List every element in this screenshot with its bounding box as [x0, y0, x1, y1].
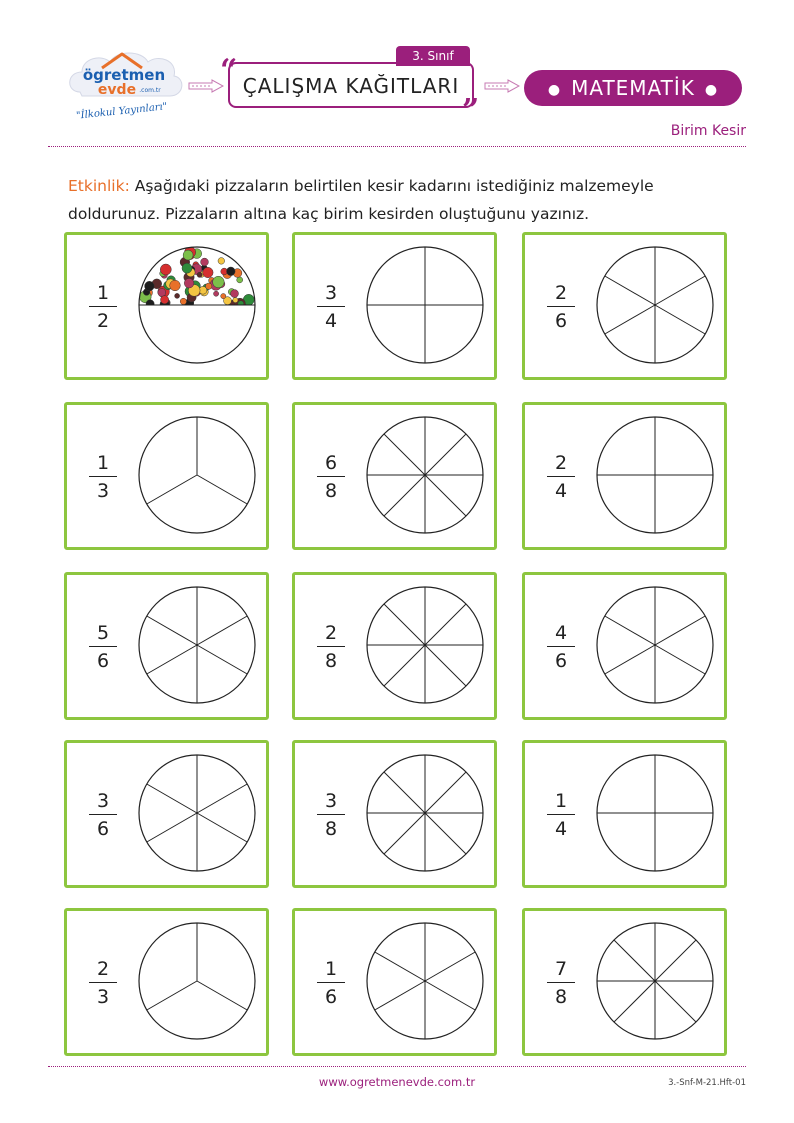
fraction-bar [89, 814, 117, 815]
fraction-card [522, 402, 727, 550]
header-divider [48, 146, 746, 147]
slice-line [197, 981, 247, 1010]
pizza-circle[interactable] [595, 585, 715, 705]
slice-line [375, 981, 425, 1010]
slice-line [197, 475, 247, 504]
fraction-denominator: 8 [324, 480, 338, 502]
fraction-card [292, 572, 497, 720]
slice-line [384, 645, 425, 686]
slice-line [605, 305, 655, 334]
pizza-circle[interactable] [137, 921, 257, 1041]
fraction [89, 621, 117, 673]
fraction-numerator: 1 [324, 958, 338, 980]
fraction-bar [317, 646, 345, 647]
slice-line [384, 604, 425, 645]
arrow-right-icon [484, 78, 520, 92]
pizza-circle[interactable] [137, 415, 257, 535]
fraction-bar [547, 306, 575, 307]
footer-url[interactable]: www.ogretmenevde.com.tr [318, 1075, 476, 1089]
fraction-numerator: 3 [96, 790, 110, 812]
pizza-circle[interactable] [595, 753, 715, 873]
bullet-icon: ● [547, 81, 562, 98]
publisher-logo [62, 46, 186, 122]
pizza-circle[interactable] [595, 245, 715, 365]
slice-line [655, 645, 705, 674]
pizza-circle[interactable] [595, 921, 715, 1041]
pizza-circle[interactable] [137, 585, 257, 705]
fraction [89, 451, 117, 503]
fraction-card [522, 908, 727, 1056]
slice-line [384, 813, 425, 854]
pizza-circle[interactable] [137, 245, 257, 365]
slice-line [655, 981, 696, 1022]
fraction-card [64, 740, 269, 888]
fraction-numerator: 5 [96, 622, 110, 644]
pizza-circle[interactable] [365, 245, 485, 365]
fraction-bar [317, 814, 345, 815]
fraction-bar [547, 982, 575, 983]
fraction-bar [547, 814, 575, 815]
slice-line [384, 475, 425, 516]
fraction-denominator: 4 [554, 480, 568, 502]
fraction-denominator: 2 [96, 310, 110, 332]
pizza-circle[interactable] [365, 415, 485, 535]
slice-line [425, 645, 466, 686]
slice-line [147, 784, 197, 813]
fraction-card [522, 232, 727, 380]
fraction-denominator: 8 [324, 818, 338, 840]
footer-code: 3.-Snf-M-21.Hft-01 [668, 1078, 746, 1088]
close-quote-icon: ” [462, 93, 480, 128]
pizza-circle[interactable] [137, 753, 257, 873]
logo-tagline: "İlkokul Yayınları" [75, 101, 168, 122]
fraction [317, 621, 345, 673]
fraction-denominator: 4 [324, 310, 338, 332]
slice-line [425, 981, 475, 1010]
fraction-bar [89, 306, 117, 307]
fraction-card [64, 232, 269, 380]
fraction-denominator: 6 [324, 986, 338, 1008]
fraction-denominator: 6 [96, 818, 110, 840]
fraction-bar [89, 646, 117, 647]
fraction-denominator: 3 [96, 986, 110, 1008]
fraction-denominator: 6 [554, 650, 568, 672]
slice-line [655, 276, 705, 305]
fraction-bar [317, 476, 345, 477]
fraction-bar [89, 476, 117, 477]
subject-label: MATEMATİK [571, 76, 695, 100]
fraction [547, 621, 575, 673]
slice-line [425, 434, 466, 475]
slice-line [425, 813, 466, 854]
instruction [68, 172, 738, 228]
fraction [317, 281, 345, 333]
fraction [547, 281, 575, 333]
slice-line [614, 981, 655, 1022]
fraction-card [292, 740, 497, 888]
pizza-circle[interactable] [595, 415, 715, 535]
slice-line [425, 475, 466, 516]
bullet-icon: ● [704, 81, 719, 98]
topic-label: Birim Kesir [670, 123, 746, 139]
fraction-numerator: 4 [554, 622, 568, 644]
slice-line [605, 616, 655, 645]
fraction-card [522, 572, 727, 720]
fraction-card [292, 402, 497, 550]
pizza-toppings [139, 247, 254, 309]
fraction [547, 451, 575, 503]
slice-line [197, 784, 247, 813]
title-box [228, 62, 474, 108]
fraction-card [522, 740, 727, 888]
fraction-numerator: 1 [554, 790, 568, 812]
fraction [89, 281, 117, 333]
fraction-numerator: 3 [324, 790, 338, 812]
slice-line [425, 604, 466, 645]
fraction-denominator: 6 [96, 650, 110, 672]
fraction [89, 957, 117, 1009]
fraction-card [64, 908, 269, 1056]
fraction-numerator: 2 [554, 452, 568, 474]
fraction-card [292, 908, 497, 1056]
fraction-numerator: 2 [324, 622, 338, 644]
slice-line [605, 276, 655, 305]
subject-pill [524, 70, 742, 106]
slice-line [147, 616, 197, 645]
fraction [547, 957, 575, 1009]
slice-line [655, 305, 705, 334]
worksheet-title: ÇALIŞMA KAĞITLARI [242, 74, 460, 98]
fraction-numerator: 1 [96, 282, 110, 304]
slice-line [384, 772, 425, 813]
slice-line [425, 772, 466, 813]
fraction-denominator: 8 [554, 986, 568, 1008]
fraction [317, 789, 345, 841]
instruction-text: Aşağıdaki pizzaların belirtilen kesir kadarını istediğiniz malzemeyle doldurunuz. Pizzaların altına kaç birim kesirden oluştuğunu yazınız. [68, 177, 654, 223]
fraction [547, 789, 575, 841]
fraction-denominator: 8 [324, 650, 338, 672]
slice-line [147, 645, 197, 674]
slice-line [375, 952, 425, 981]
fraction [89, 789, 117, 841]
slice-line [147, 475, 197, 504]
fraction-numerator: 2 [554, 282, 568, 304]
slice-line [655, 616, 705, 645]
fraction-bar [317, 306, 345, 307]
footer-divider [48, 1066, 746, 1067]
slice-line [614, 940, 655, 981]
slice-line [197, 645, 247, 674]
pizza-circle[interactable] [365, 585, 485, 705]
fraction-bar [317, 982, 345, 983]
open-quote-icon: “ [220, 53, 238, 88]
fraction-bar [89, 982, 117, 983]
fraction-card [64, 572, 269, 720]
slice-line [425, 952, 475, 981]
fraction-numerator: 7 [554, 958, 568, 980]
fraction-bar [547, 646, 575, 647]
pizza-circle[interactable] [365, 753, 485, 873]
slice-line [384, 434, 425, 475]
instruction-label: Etkinlik: [68, 177, 130, 195]
fraction-bar [547, 476, 575, 477]
slice-line [655, 940, 696, 981]
fraction-denominator: 4 [554, 818, 568, 840]
slice-line [197, 813, 247, 842]
fraction-card [64, 402, 269, 550]
slice-line [197, 616, 247, 645]
slice-line [147, 813, 197, 842]
fraction-card [292, 232, 497, 380]
logo-line2: evde [97, 82, 137, 98]
fraction-numerator: 3 [324, 282, 338, 304]
fraction-numerator: 1 [96, 452, 110, 474]
fraction-denominator: 6 [554, 310, 568, 332]
grade-tab: 3. Sınıf [396, 46, 470, 66]
fraction-numerator: 2 [96, 958, 110, 980]
fraction-denominator: 3 [96, 480, 110, 502]
slice-line [605, 645, 655, 674]
logo-domain: .com.tr [139, 87, 161, 94]
fraction-numerator: 6 [324, 452, 338, 474]
slice-line [147, 981, 197, 1010]
fraction [317, 451, 345, 503]
fraction [317, 957, 345, 1009]
pizza-circle[interactable] [365, 921, 485, 1041]
arrow-right-icon [188, 78, 224, 92]
logo-line1: ögretmen [82, 66, 166, 84]
